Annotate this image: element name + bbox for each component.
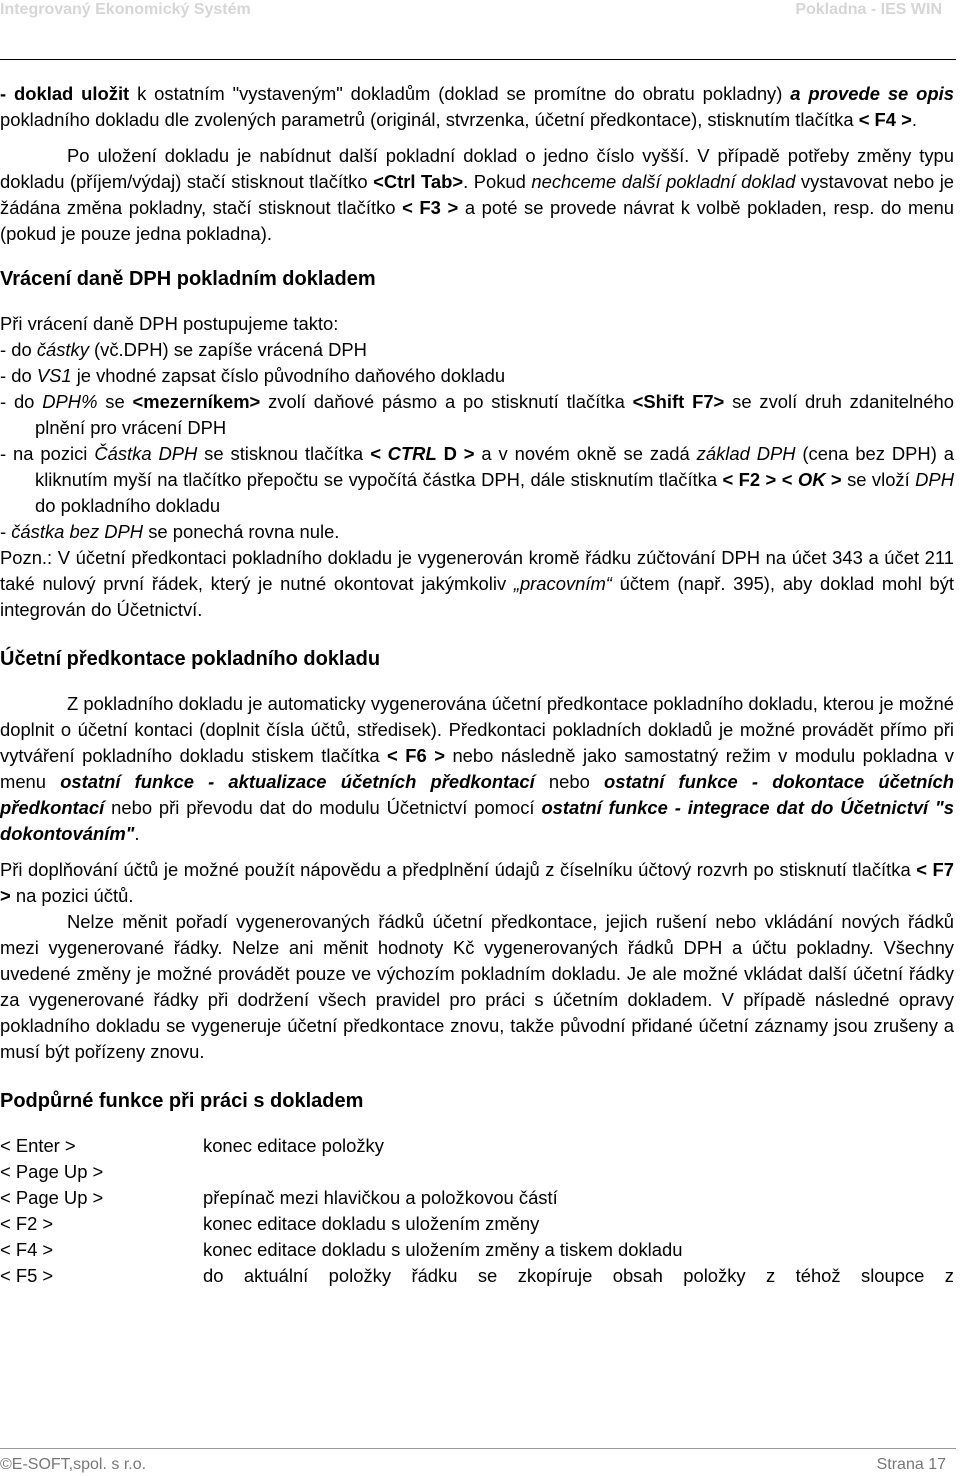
text-run: nebo následně jako samostatný režim v modulu pokladna v menu xyxy=(0,745,954,792)
shortcut-row xyxy=(0,1185,954,1211)
page-header xyxy=(0,0,960,22)
text-run: DPH% xyxy=(42,391,98,412)
shortcut-description: konec editace položky xyxy=(203,1135,384,1156)
shortcut-description: přepínač mezi hlavičkou a položkovou částí xyxy=(203,1187,558,1208)
text-run: a poté se provede návrat k volbě pokladen, resp. do menu (pokud je pouze jedna pokladna). xyxy=(0,197,954,244)
text-run: DPH xyxy=(915,469,954,490)
vat-steps-list xyxy=(0,337,954,545)
text-run: do pokladního dokladu xyxy=(35,495,221,516)
text-run: nebo xyxy=(534,771,605,792)
shortcut-row xyxy=(0,1263,954,1289)
text-run: a v novém okně se zadá xyxy=(474,443,697,464)
shortcut-key: < Enter > xyxy=(0,1135,76,1156)
shortcut-description xyxy=(203,1159,954,1185)
text-run: . xyxy=(134,823,140,844)
intro-paragraph-2 xyxy=(0,143,954,247)
text-run: částka bez DPH xyxy=(11,521,144,542)
footer-copyright: ©E-SOFT,spol. s r.o. xyxy=(0,1456,147,1473)
shortcut-row xyxy=(0,1133,954,1159)
text-run: na pozici účtů. xyxy=(10,885,134,906)
text-run: se vloží xyxy=(841,469,916,490)
text-run: a provede se opis xyxy=(790,83,954,104)
text-run: Při doplňování účtů je možné použít nápovědu a předplnění údajů z číselníku účtový rozvrh po stisknutí tlačítka xyxy=(0,859,917,880)
text-run: ostatní funkce - dokontace účetních předkontací xyxy=(0,771,954,818)
text-run: - do xyxy=(0,391,43,412)
shortcut-row xyxy=(0,1211,954,1237)
text-run: Částka DPH xyxy=(94,443,198,464)
list-item xyxy=(0,337,954,363)
section-heading-keys: Podpůrné funkce při práci s dokladem xyxy=(0,1090,364,1112)
list-item xyxy=(0,389,954,441)
text-run: účtem (např. 395), aby doklad mohl být integrován do Účetnictví. xyxy=(0,573,954,620)
text-run: nebo při převodu dat do modulu Účetnictví pomocí xyxy=(104,797,542,818)
shortcut-key: < F2 > xyxy=(0,1213,54,1234)
text-run: k ostatním "vystaveným" dokladům (doklad se promítne do obratu pokladny) xyxy=(129,83,791,104)
text-run: - do xyxy=(0,339,37,360)
text-run: <Shift F7> xyxy=(632,391,725,412)
text-run: < F7 > xyxy=(0,859,954,906)
text-run: <mezerníkem> xyxy=(132,391,261,412)
text-run: se stisknou tlačítka xyxy=(197,443,371,464)
text-run: se zvolí druh zdanitelného plnění pro vrácení DPH xyxy=(35,391,954,438)
shortcut-row xyxy=(0,1159,954,1185)
text-run: OK xyxy=(797,469,826,490)
header-left-title: Integrovaný Ekonomický Systém xyxy=(0,1,251,18)
text-run: ostatní funkce - integrace dat do Účetnictví "s dokontováním" xyxy=(0,797,954,844)
shortcut-description: konec editace dokladu s uložením změny a tiskem dokladu xyxy=(203,1239,683,1260)
text-run: je vhodné zapsat číslo původního daňového dokladu xyxy=(71,365,506,386)
text-run: . xyxy=(911,109,917,130)
contra-paragraph-3: Nelze měnit pořadí vygenerovaných řádků účetní předkontace, jejich rušení nebo vkládání nových řádků mezi vygenerované řádky. Nelze ani měnit hodnoty Kč vygenerovaných řádků DPH a účtu pokladny. Všechny uvedené změny je možné provádět pouze ve výchozím pokladním dokladu. Je ale možné vkládat další účetní řádky za vygenerované řádky při dodržení všech pravidel pro práci s účetním dokladem. V případě následné opravy pokladního dokladu se vygeneruje účetní předkontace znovu, takže původní přidané účetní záznamy jsou zrušeny a musí být pořízeny znovu. xyxy=(0,911,954,1062)
text-run: částky xyxy=(36,339,89,360)
text-run: (cena bez DPH) a kliknutím myší na tlačítko přepočtu se vypočítá částka DPH, dále stisknutím tlačítka xyxy=(35,443,954,490)
text-run: VS1 xyxy=(36,365,72,386)
list-item xyxy=(0,441,954,519)
vat-note xyxy=(0,545,954,623)
list-item xyxy=(0,363,954,389)
text-run: se ponechá rovna nule. xyxy=(143,521,340,542)
text-run: D > xyxy=(436,443,475,464)
text-run: základ DPH xyxy=(696,443,796,464)
header-rule xyxy=(0,59,956,60)
list-item xyxy=(0,519,954,545)
shortcut-row xyxy=(0,1237,954,1263)
shortcut-key: < F4 > xyxy=(0,1239,54,1260)
text-run: - do xyxy=(0,365,37,386)
text-run: zvolí daňové pásmo a po stisknutí tlačítka xyxy=(260,391,633,412)
text-run: ostatní funkce - aktualizace účetních předkontací xyxy=(60,771,535,792)
text-run: Z pokladního dokladu je automaticky vygenerována účetní předkontace pokladního dokladu, kterou je možné doplnit o účetní kontaci (doplnit čísla účtů, středisek). Předkontaci pokladních dokladů je možné provádět přímo při vytváření pokladního dokladu stiskem tlačítka xyxy=(0,693,954,766)
text-run: vystavovat nebo je žádána změna pokladny, stačí stisknout tlačítko xyxy=(0,171,955,218)
contra-paragraph-1 xyxy=(0,691,954,847)
footer-page-number: Strana 17 xyxy=(876,1456,946,1473)
text-run: < F6 > xyxy=(387,745,445,766)
text-run: < F3 > xyxy=(402,197,459,218)
text-run: - doklad uložit xyxy=(0,83,130,104)
text-run: < CTRL xyxy=(370,443,437,464)
text-run: - xyxy=(0,521,12,542)
section-heading-vat: Vrácení daně DPH pokladním dokladem xyxy=(0,268,376,290)
text-run: (vč.DPH) se zapíše vrácená DPH xyxy=(88,339,367,360)
shortcut-key: < F5 > xyxy=(0,1265,54,1286)
text-run: se xyxy=(97,391,133,412)
document-body xyxy=(0,81,954,1289)
text-run: - na pozici xyxy=(0,443,95,464)
text-run: nechceme další pokladní doklad xyxy=(531,171,796,192)
vat-lead: Při vrácení daně DPH postupujeme takto: xyxy=(0,313,339,334)
footer-rule xyxy=(0,1448,956,1449)
text-run: < F2 > < xyxy=(722,469,798,490)
header-right-title: Pokladna - IES WIN xyxy=(795,1,942,18)
text-run: . Pokud xyxy=(463,171,532,192)
intro-paragraph-1 xyxy=(0,81,954,133)
section-heading-contra: Účetní předkontace pokladního dokladu xyxy=(0,648,381,670)
shortcut-table xyxy=(0,1133,954,1289)
text-run: „pracovním“ xyxy=(513,573,612,594)
shortcut-description: do aktuální položky řádku se zkopíruje obsah položky z téhož sloupce z xyxy=(203,1265,954,1286)
shortcut-key: < Page Up > xyxy=(0,1161,104,1182)
text-run: > xyxy=(825,469,842,490)
contra-paragraph-2 xyxy=(0,857,954,909)
text-run: <Ctrl Tab> xyxy=(373,171,464,192)
text-run: Pozn.: V účetní předkontaci pokladního dokladu je vygenerován kromě řádku zúčtování DPH na účet 343 a účet 211 také nulový první řádek, který je nutné okontovat jakýmkoliv xyxy=(0,547,954,594)
shortcut-description: konec editace dokladu s uložením změny xyxy=(203,1213,540,1234)
text-run: < F4 > xyxy=(858,109,912,130)
text-run: Po uložení dokladu je nabídnut další pokladní doklad o jedno číslo vyšší. V případě potřeby změny typu dokladu (příjem/výdaj) stačí stisknout tlačítko xyxy=(0,145,954,192)
text-run: pokladního dokladu dle zvolených parametrů (originál, stvrzenka, účetní předkontace), stisknutím tlačítka xyxy=(0,109,859,130)
shortcut-key: < Page Up > xyxy=(0,1187,104,1208)
